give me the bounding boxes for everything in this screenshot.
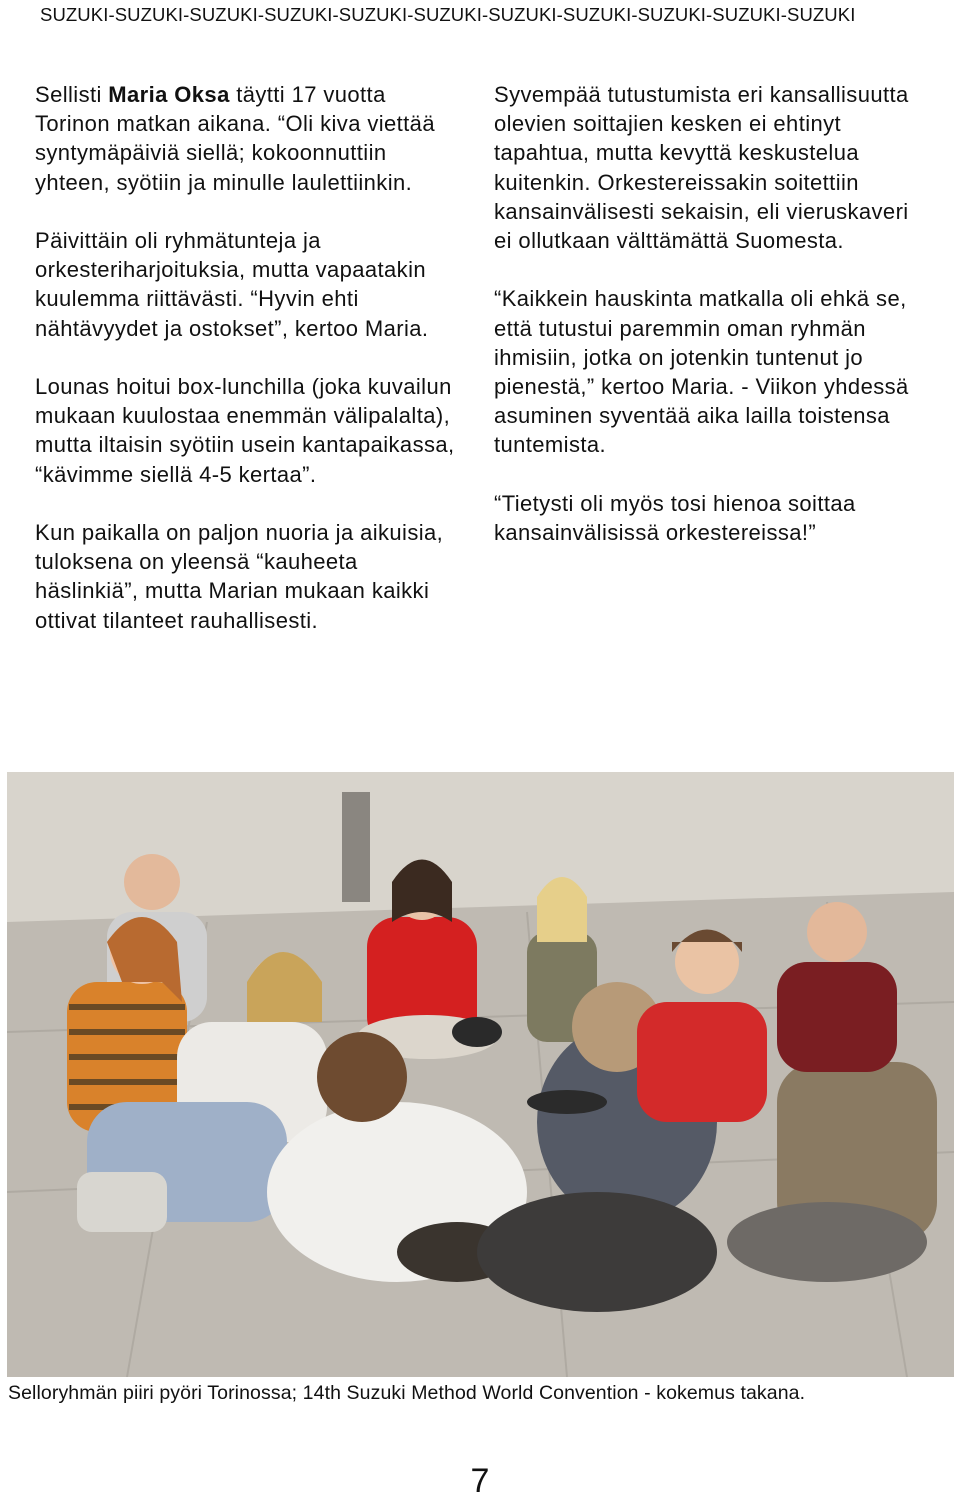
page-header: SUZUKI-SUZUKI-SUZUKI-SUZUKI-SUZUKI-SUZUKI-SUZUKI-SUZUKI-SUZUKI-SUZUKI-SUZUKI xyxy=(40,4,856,25)
group-photo xyxy=(7,772,954,1377)
paragraph-rest: täytti 17 vuotta Torinon matkan aikana. “Oli kiva viettää syntymäpäiviä siellä; kokoonnuttiin yhteen, syötiin ja minulle laulettiinkin. xyxy=(35,82,435,195)
paragraph-quote-orchestra: “Tietysti oli myös tosi hienoa soittaa kansainvälisissä orkestereissa!” xyxy=(494,490,856,546)
paragraph-nationalities: Syvempää tutustumista eri kansallisuutta olevien soittajien kesken ei ehtinyt tapahtua, mutta kevyttä keskustelua kuitenkin. Orkestereissakin soitettiin kansainvälisesti sekaisin, eli vieruskaveri ei ollutkaan välttämättä Suomesta. xyxy=(494,82,909,254)
page-number: 7 xyxy=(470,1462,490,1500)
paragraph-lunch: Lounas hoitui box-lunchilla (joka kuvailun mukaan kuulostaa enemmän välipalalta), mutta iltaisin syötiin usein kantapaikassa, “kävimme siellä 4-5 kertaa”. xyxy=(35,374,455,487)
paragraph-prefix: Sellisti xyxy=(35,82,109,107)
group-photo-illustration xyxy=(7,772,954,1377)
paragraph-quote-group: “Kaikkein hauskinta matkalla oli ehkä se, että tutustui paremmin oman ryhmän ihmisiin, jotka on jotenkin tuntenut jo pienestä,” kertoo Maria. - Viikon yhdessä asuminen syventää aika lailla toistensa tuntemista. xyxy=(494,286,909,458)
right-text-column xyxy=(494,80,924,547)
left-text-column xyxy=(35,80,463,635)
person-jeans xyxy=(77,1102,287,1232)
person-name: Maria Oksa xyxy=(108,82,230,107)
paragraph-birthday xyxy=(35,80,463,197)
photo-vent xyxy=(342,792,370,902)
photo-caption: Selloryhmän piiri pyöri Torinossa; 14th Suzuki Method World Convention - kokemus takana. xyxy=(8,1382,806,1404)
paragraph-daily: Päivittäin oli ryhmätunteja ja orkesteriharjoituksia, mutta vapaatakin kuulemma riittävästi. “Hyvin ehti nähtävyydet ja ostokset”, kertoo Maria. xyxy=(35,228,429,341)
paragraph-crowd: Kun paikalla on paljon nuoria ja aikuisia, tuloksena on yleensä “kauheeta häslinkiä”, mutta Marian mukaan kaikki ottivat tilanteet rauhallisesti. xyxy=(35,520,444,633)
photo-bag-2 xyxy=(527,1090,607,1114)
photo-bag xyxy=(452,1017,502,1047)
